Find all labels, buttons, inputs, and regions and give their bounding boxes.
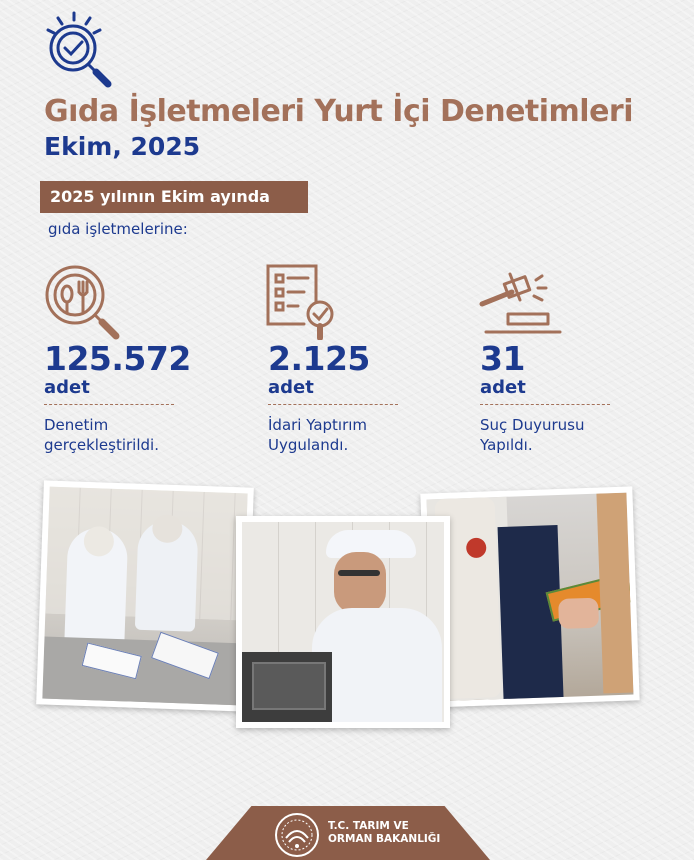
inspection-photo-product [420,486,639,707]
divider [44,404,174,405]
plate-fork-magnifier-icon [42,262,122,340]
stat-description-line2: Yapıldı. [480,436,533,454]
stat-unit: adet [44,377,90,398]
stat-description [44,415,244,455]
inspection-photo-documents [36,480,254,711]
intro-text: gıda işletmelerine: [48,220,188,238]
ministry-name-line1: T.C. TARIM VE [328,820,409,832]
divider [480,404,610,405]
stat-sanctions [268,340,468,455]
stat-inspections [44,340,244,455]
stat-unit: adet [480,377,526,398]
stat-value: 2.125 [268,339,370,378]
stat-description-line1: İdari Yaptırım [268,416,368,434]
stat-description [480,415,680,455]
stat-complaints [480,340,680,455]
ministry-name-line2: ORMAN BAKANLIĞI [328,833,441,845]
ministry-emblem-icon [274,812,320,858]
magnifier-check-icon [40,10,120,90]
checklist-magnifier-icon [264,262,344,340]
page-subtitle: Ekim, 2025 [44,132,201,161]
intro-banner: 2025 yılının Ekim ayında [40,181,308,213]
inspection-photo-kitchen [236,516,450,728]
stat-description-line1: Denetim [44,416,109,434]
stat-unit: adet [268,377,314,398]
stat-description-line2: gerçekleştirildi. [44,436,159,454]
stat-value: 31 [480,339,525,378]
gavel-icon [476,270,566,338]
stat-description-line1: Suç Duyurusu [480,416,585,434]
divider [268,404,398,405]
stat-description-line2: Uygulandı. [268,436,349,454]
stat-description [268,415,468,455]
stat-value: 125.572 [44,339,191,378]
page-title: Gıda İşletmeleri Yurt İçi Denetimleri [44,94,634,129]
ministry-name [328,820,440,846]
